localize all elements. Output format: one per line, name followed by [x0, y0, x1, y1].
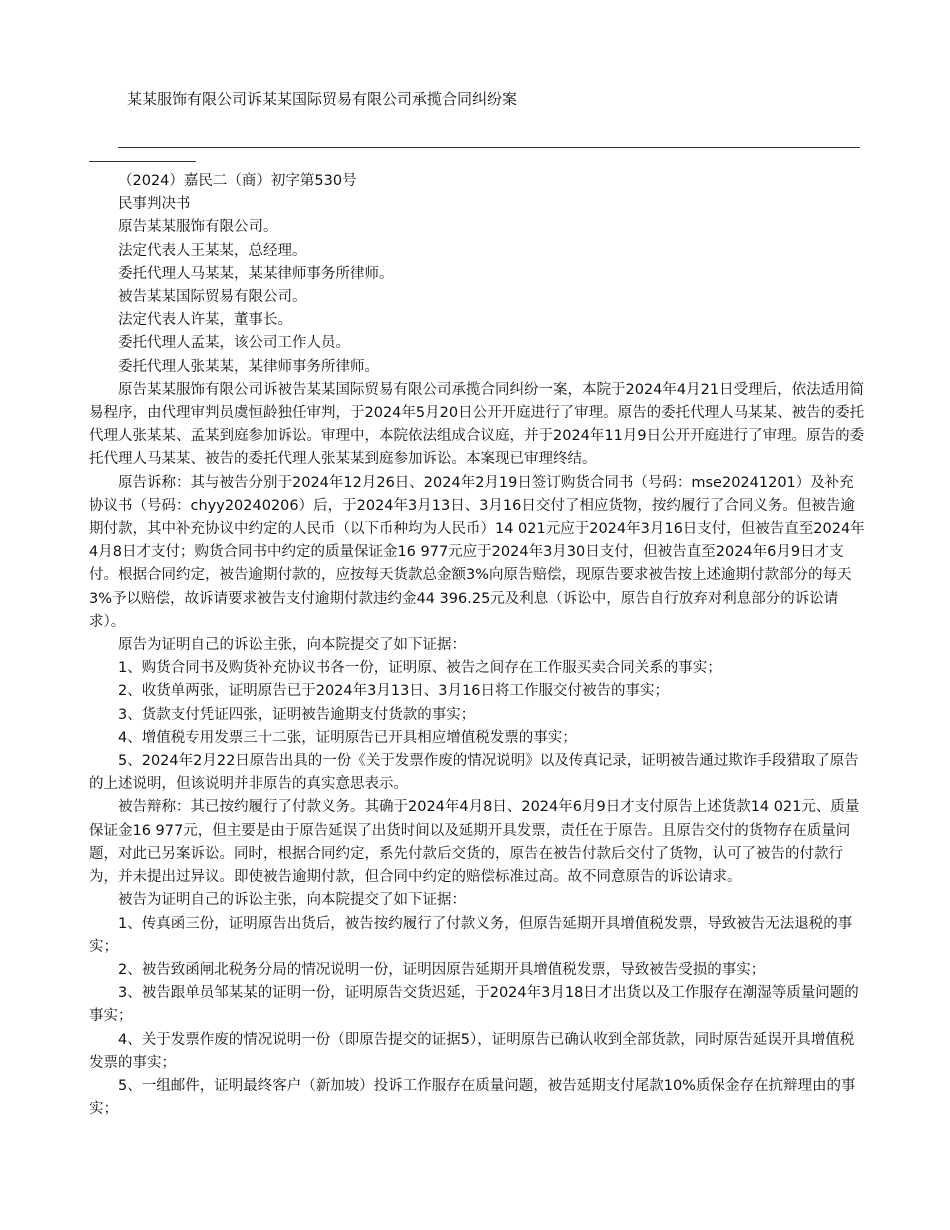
- document-paragraph: 4、增值税专用发票三十二张，证明原告已开具相应增值税发票的事实；: [118, 729, 577, 746]
- document-paragraph: 被告某某国际贸易有限公司。: [118, 289, 307, 306]
- document-paragraph: 5、2024年2月22日原告出具的一份《关于发票作废的情况说明》以及传真记录，证明被告通过欺诈手段猎取了原告的上述说明，但该说明并非原告的真实意思表示。: [89, 753, 859, 793]
- document-paragraph: 1、传真函三份，证明原告出货后，被告按约履行了付款义务，但原告延期开具增值税发票，导致被告无法退税的事实；: [89, 915, 853, 955]
- document-paragraph: 原告诉称：其与被告分别于2024年12月26日、2024年2月19日签订购货合同书（号码：mse20241201）及补充协议书（号码：chyy20240206）后，于2024年3月13日、3月16日交付了相应货物，按约履行了合同义务。但被告逾期付款，其中补充协议中约定的人民币（以下币种均为人民币）14 021元应于2024年3月16日支付，但被告直至2024年4月8日才支付；购货合同书中约定的质量保证金16 977元应于2024年3月30日支付，但被告直至2024年6月9日才支付。根据合同约定，被告逾期付款的，应按每天货款总金额3%向原告赔偿，现原告要求被告按上述逾期付款部分的每天3%予以赔偿，故诉请要求被告支付逾期付款违约金44 396.25元及利息（诉讼中，原告自行放弃对利息部分的诉讼请求）。: [89, 474, 865, 630]
- document-paragraph: 原告为证明自己的诉讼主张，向本院提交了如下证据：: [118, 637, 466, 654]
- document-paragraph: 2、收货单两张，证明原告已于2024年3月13日、3月16日将工作服交付被告的事实；: [118, 683, 669, 700]
- title-divider: [118, 147, 860, 148]
- document-paragraph: 原告某某服饰有限公司诉被告某某国际贸易有限公司承揽合同纠纷一案，本院于2024年4月21日受理后，依法适用简易程序，由代理审判员虞恒龄独任审判，于2024年5月20日公开开庭进行了审理。原告的委托代理人马某某、被告的委托代理人张某某、孟某到庭参加诉讼。审理中，本院依法组成合议庭，并于2024年11月9日公开开庭进行了审理。原告的委托代理人马某某、被告的委托代理人张某某到庭参加诉讼。本案现已审理终结。: [89, 381, 865, 468]
- document-paragraph: 2、被告致函闸北税务分局的情况说明一份，证明因原告延期开具增值税发票，导致被告受损的事实；: [118, 961, 766, 978]
- document-paragraph: 委托代理人孟某，该公司工作人员。: [118, 335, 350, 352]
- document-paragraph: 法定代表人王某某，总经理。: [118, 242, 307, 259]
- title-divider-tail: [89, 161, 196, 162]
- document-paragraph: 3、货款支付凭证四张，证明被告逾期支付货款的事实；: [118, 706, 476, 723]
- document-paragraph: 1、购货合同书及购货补充协议书各一份，证明原、被告之间存在工作服买卖合同关系的事实；: [118, 660, 722, 677]
- document-paragraph: 委托代理人马某某，某某律师事务所律师。: [118, 265, 394, 282]
- document-paragraph: 被告辩称：其已按约履行了付款义务。其确于2024年4月8日、2024年6月9日才支付原告上述货款14 021元、质量保证金16 977元，但主要是由于原告延误了出货时间以及延期开具发票，责任在于原告。且原告交付的货物存在质量问题，对此已另案诉讼。同时，根据合同约定，系先付款后交货的，原告在被告付款后交付了货物，认可了被告的付款行为，并未提出过异议。即使被告逾期付款，但合同中约定的赔偿标准过高。故不同意原告的诉讼请求。: [89, 799, 860, 886]
- document-paragraph: （2024）嘉民二（商）初字第530号: [118, 173, 357, 189]
- document-paragraph: 法定代表人许某，董事长。: [118, 312, 292, 329]
- document-title: 某某服饰有限公司诉某某国际贸易有限公司承揽合同纠纷案: [127, 90, 518, 108]
- document-paragraph: 被告为证明自己的诉讼主张，向本院提交了如下证据：: [118, 892, 466, 909]
- document-paragraph: 5、一组邮件，证明最终客户（新加坡）投诉工作服存在质量问题，被告延期支付尾款10%质保金存在抗辩理由的事实；: [89, 1077, 856, 1118]
- document-paragraph: 民事判决书: [118, 196, 191, 213]
- document-body: [89, 170, 865, 1121]
- document-paragraph: 原告某某服饰有限公司。: [118, 219, 278, 236]
- document-paragraph: 4、关于发票作废的情况说明一份（即原告提交的证据5），证明原告已确认收到全部货款，同时原告延误开具增值税发票的事实；: [89, 1031, 855, 1071]
- document-paragraph: 委托代理人张某某，某律师事务所律师。: [118, 358, 379, 375]
- document-paragraph: 3、被告跟单员邹某某的证明一份，证明原告交货迟延，于2024年3月18日才出货以及工作服存在潮湿等质量问题的事实；: [89, 985, 859, 1025]
